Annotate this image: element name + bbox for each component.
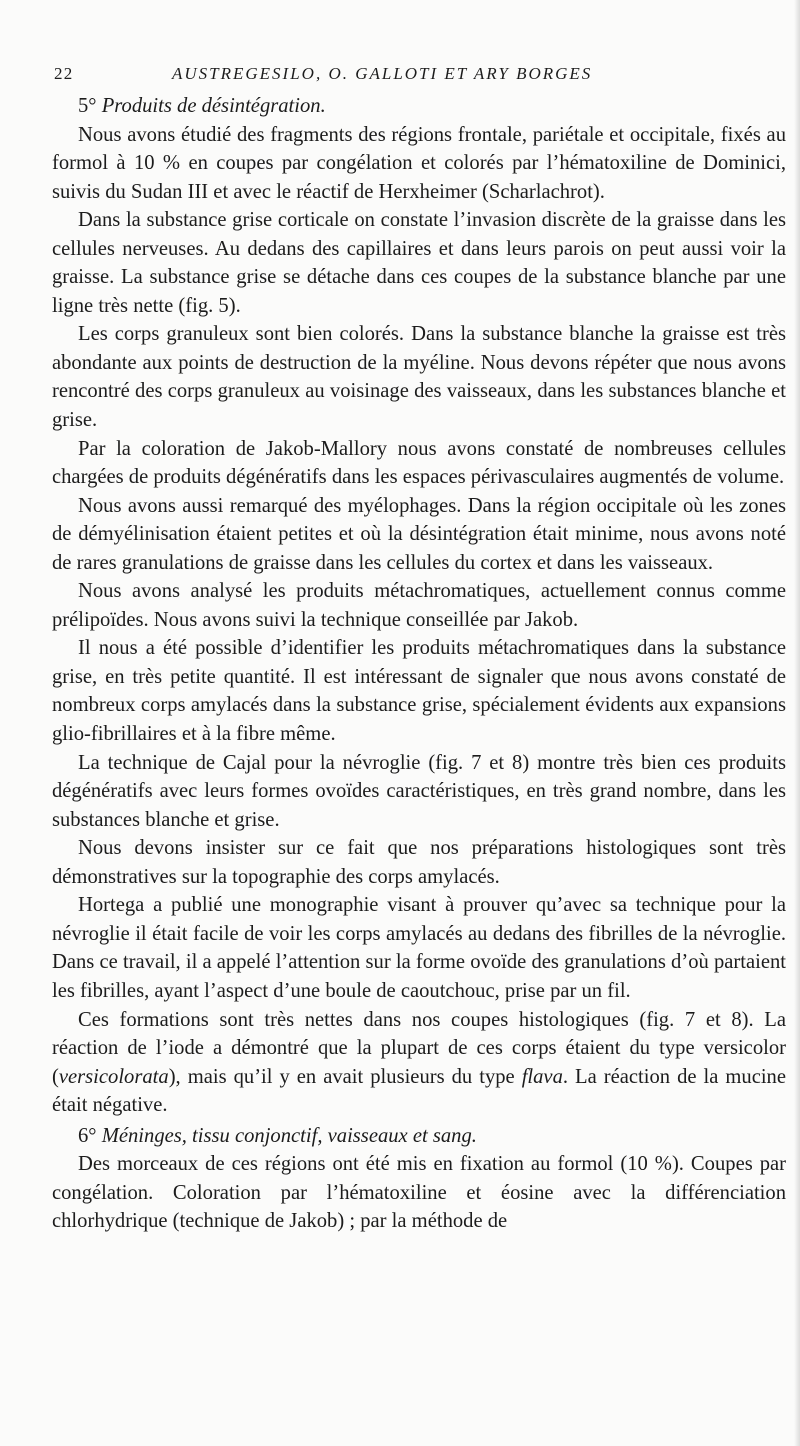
section-title: Produits de désintégration. [101,95,326,117]
running-head [52,56,786,90]
article-body [52,92,786,1236]
paragraph-topography: Nous devons insister sur ce fait que nos préparations histologiques sont très démonstratives sur la topographie des corps amylacés. [52,837,786,888]
italic-term-versicolorata: versicolorata [58,1065,169,1088]
running-title: AUSTREGESILO, O. GALLOTI ET ARY BORGES [172,64,593,83]
paragraph-myelophages: Nous avons aussi remarqué des myélophages. Dans la région occipitale où les zones de démyélinisation étaient petites et où la désintégration était minime, nous avons noté de rares granulations de graisse dans les cellules du cortex et dans les vaisseaux. [52,494,786,574]
italic-term-flava: flava [521,1065,563,1088]
section-heading-5 [52,92,786,121]
paragraph-grey-matter: Dans la substance grise corticale on constate l’invasion discrète de la graisse dans les cellules nerveuses. Au dedans des capillaires et dans leurs parois on peut aussi voir la graisse. La substance grise se détache dans ces coupes de la substance blanche par une ligne très nette (fig. 5). [52,209,786,317]
paragraph-fragments: Nous avons étudié des fragments des régions frontale, pariétale et occipitale, fixés au formol à 10 % en coupes par congélation et colorés par l’hématoxiline de Dominici, suivis du Sudan III et avec le réactif de Herxheimer (Scharlachrot). [52,123,786,203]
section-number: 6° [78,1124,97,1147]
paragraph-meninges-fixation: Des morceaux de ces régions ont été mis en fixation au formol (10 %). Coupes par congélation. Coloration par l’hématoxiline et éosine avec la différenciation chlorhydrique (technique de Jakob) ; par la méthode de [52,1153,786,1233]
paragraph-metachromatic: Nous avons analysé les produits métachromatiques, actuellement connus comme prélipoïdes. Nous avons suivi la technique conseillée par Jakob. [52,580,786,631]
page-number: 22 [54,64,74,83]
paragraph-granular-bodies: Les corps granuleux sont bien colorés. Dans la substance blanche la graisse est très abondante aux points de destruction de la myéline. Nous devons répéter que nous avons rencontré des corps granuleux au voisinage des vaisseaux, dans les substances blanche et grise. [52,323,786,432]
paragraph-amyloid-bodies: Il nous a été possible d’identifier les produits métachromatiques dans la substance grise, en très petite quantité. Il est intéressant de signaler que nous avons constaté de nombreux corps amylacés dans la substance grise, spécialement évidents aux expansions glio-fibrillaires et à la fibre même. [52,637,786,746]
section-title: Méninges, tissu conjonctif, vaisseaux et sang. [101,1124,477,1147]
text-run: ), mais qu’il y en avait plusieurs du type [168,1065,522,1088]
text-run: Ces formations sont très nettes dans nos coupes histologiques (fig. 7 et 8). La réaction de l’iode a démontré que la plupart de ces corps étaient du type versicolor ( [52,1008,786,1088]
text-run: . La réaction de la mucine était négative. [52,1065,786,1117]
paragraph-iodine-reaction [52,1006,786,1120]
paragraph-hortega: Hortega a publié une monographie visant à prouver qu’avec sa technique pour la névroglie il était facile de voir les corps amylacés au dedans des fibrilles de la névroglie. Dans ce travail, il a appelé l’attention sur la forme ovoïde des granulations d’où partaient les fibrilles, ayant l’aspect d’une boule de caoutchouc, prise par un fil. [52,894,786,1002]
section-heading-6 [52,1122,786,1151]
paragraph-jakob-mallory: Par la coloration de Jakob-Mallory nous avons constaté de nombreuses cellules chargées de produits dégénératifs dans les espaces périvasculaires augmentés de volume. [52,437,786,489]
page-edge-shadow [794,0,800,1446]
paragraph-cajal-technique: La technique de Cajal pour la névroglie (fig. 7 et 8) montre très bien ces produits dégénératifs avec leurs formes ovoïdes caractéristiques, en très grand nombre, dans les substances blanche et grise. [52,751,786,831]
section-number: 5° [78,95,97,117]
